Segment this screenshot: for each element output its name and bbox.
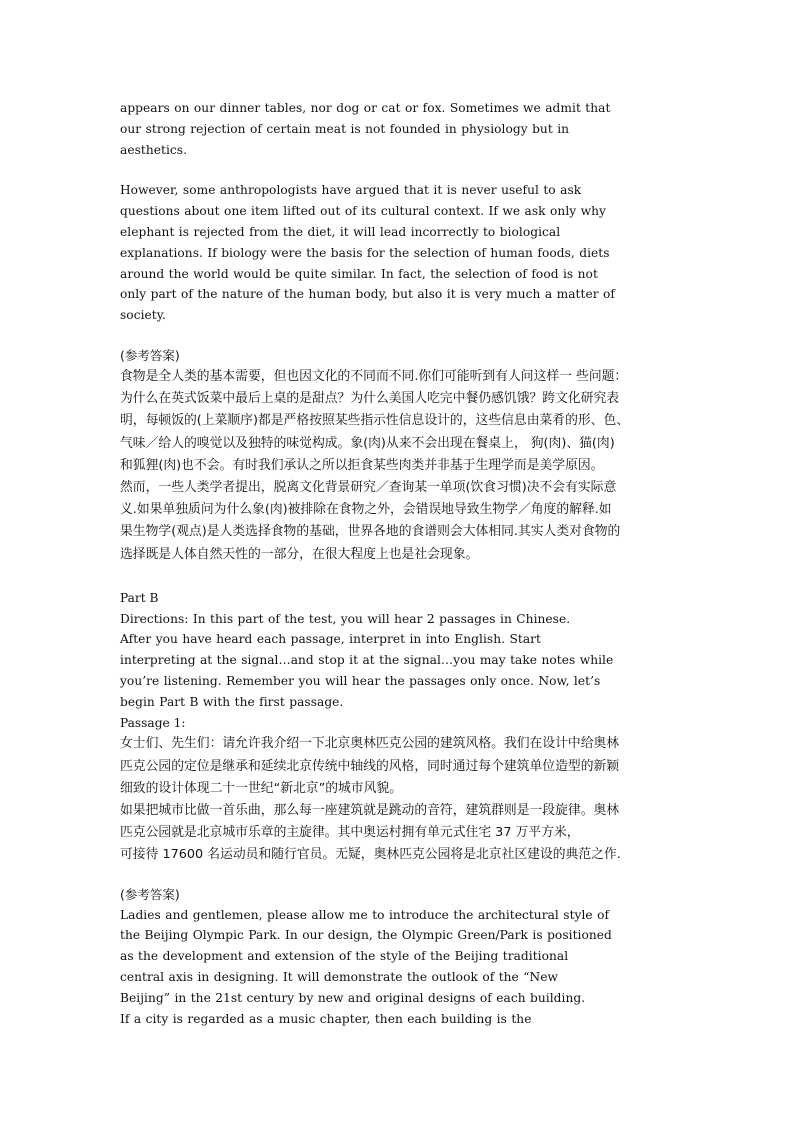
part-b-heading: Part B [120, 590, 159, 605]
text-line: 女士们、先生们：请允许我介绍一下北京奥林匹克公园的建筑风格。我们在设计中给奥林 [120, 736, 620, 752]
text-line: interpreting at the signal…and stop it at the signal…you may take notes while [120, 653, 614, 668]
text-line: However, some anthropologists have argued that it is never useful to ask [120, 183, 582, 198]
passage-1-heading: Passage 1: [120, 715, 186, 730]
text-line: Directions: In this part of the test, you will hear 2 passages in Chinese. [120, 611, 571, 626]
text-line: only part of the nature of the human body, but also it is very much a matter of [120, 287, 615, 302]
text-line: explanations. If biology were the basis for the selection of human foods, diets [120, 245, 610, 260]
text-line: as the development and extension of the style of the Beijing traditional [120, 949, 569, 964]
text-line: 匹克公园的定位是继承和延续北京传统中轴线的风格，同时通过每个建筑单位造型的新颖 [120, 758, 620, 774]
text-line: appears on our dinner tables, nor dog or cat or fox. Sometimes we admit that [120, 101, 611, 115]
text-line: 选择既是人体自然天性的一部分，在很大程度上也是社会现象。 [120, 546, 479, 562]
paragraph-diet-aesthetics [120, 98, 680, 160]
text-line: begin Part B with the first passage. [120, 694, 344, 709]
text-line: the Beijing Olympic Park. In our design, the Olympic Green/Park is positioned [120, 928, 612, 943]
document-page [120, 98, 680, 1029]
text-line: central axis in designing. It will demonstrate the outlook of the “New [120, 969, 558, 984]
text-line: 果生物学(观点)是人类选择食物的基础，世界各地的食谱则会大体相同.其实人类对食物的 [120, 524, 621, 540]
text-line: If a city is regarded as a music chapter, then each building is the [120, 1011, 532, 1026]
text-line: aesthetics. [120, 142, 187, 157]
text-line: 义.如果单独质问为什么象(肉)被排除在食物之外，会错误地导致生物学／角度的解释.如 [120, 502, 612, 518]
text-line: 细致的设计体现二十一世纪“新北京”的城市风貌。 [120, 780, 402, 796]
text-line: around the world would be quite similar. In fact, the selection of food is not [120, 266, 598, 281]
text-line: 可接待 17600 名运动员和随行官员。无疑，奥林匹克公园将是北京社区建设的典范之作. [120, 847, 621, 863]
text-line: After you have heard each passage, interpret in into English. Start [120, 632, 541, 647]
paragraph-anthropologists [120, 180, 680, 326]
text-line: Ladies and gentlemen, please allow me to introduce the architectural style of [120, 907, 610, 922]
passage-1-chinese [120, 733, 680, 866]
directions-paragraph [120, 609, 680, 713]
reference-answer-label: (参考答案) [120, 347, 180, 363]
reference-answer-chinese [120, 366, 680, 566]
reference-answer-label: (参考答案) [120, 886, 180, 902]
text-line: questions about one item lifted out of its cultural context. If we ask only why [120, 204, 606, 219]
text-line: you’re listening. Remember you will hear the passages only once. Now, let’s [120, 673, 601, 688]
text-line: our strong rejection of certain meat is not founded in physiology but in [120, 121, 570, 136]
text-line: 如果把城市比做一首乐曲，那么每一座建筑就是跳动的音符，建筑群则是一段旋律。奥林 [120, 802, 620, 818]
text-line: 为什么在英式饭菜中最后上桌的是甜点？为什么美国人吃完中餐仍感饥饿？跨文化研究表 [120, 391, 620, 407]
text-line: 和狐狸(肉)也不会。有时我们承认之所以拒食某些肉类并非基于生理学而是美学原因。 [120, 457, 604, 473]
text-line: Beijing” in the 21st century by new and original designs of each building. [120, 990, 586, 1005]
reference-answer-english [120, 905, 680, 1030]
text-line: 食物是全人类的基本需要，但也因文化的不同而不同.你们可能听到有人问这样一 些问题： [120, 368, 628, 384]
text-line: 明，每顿饭的(上菜顺序)都是严格按照某些指示性信息设计的，这些信息由菜肴的形、色、 [120, 413, 630, 429]
text-line: 匹克公园就是北京城市乐章的主旋律。其中奥运村拥有单元式住宅 37 万平方米， [120, 825, 580, 841]
text-line: 然而，一些人类学者提出，脱离文化背景研究／查询某一单项(饮食习惯)决不会有实际意 [120, 479, 617, 495]
text-line: society. [120, 308, 166, 323]
text-line: 气味／给人的嗅觉以及独特的味觉构成。象(肉)从来不会出现在餐桌上， 狗(肉)、猫(肉) [120, 435, 615, 451]
text-line: elephant is rejected from the diet, it will lead incorrectly to biological [120, 224, 561, 239]
